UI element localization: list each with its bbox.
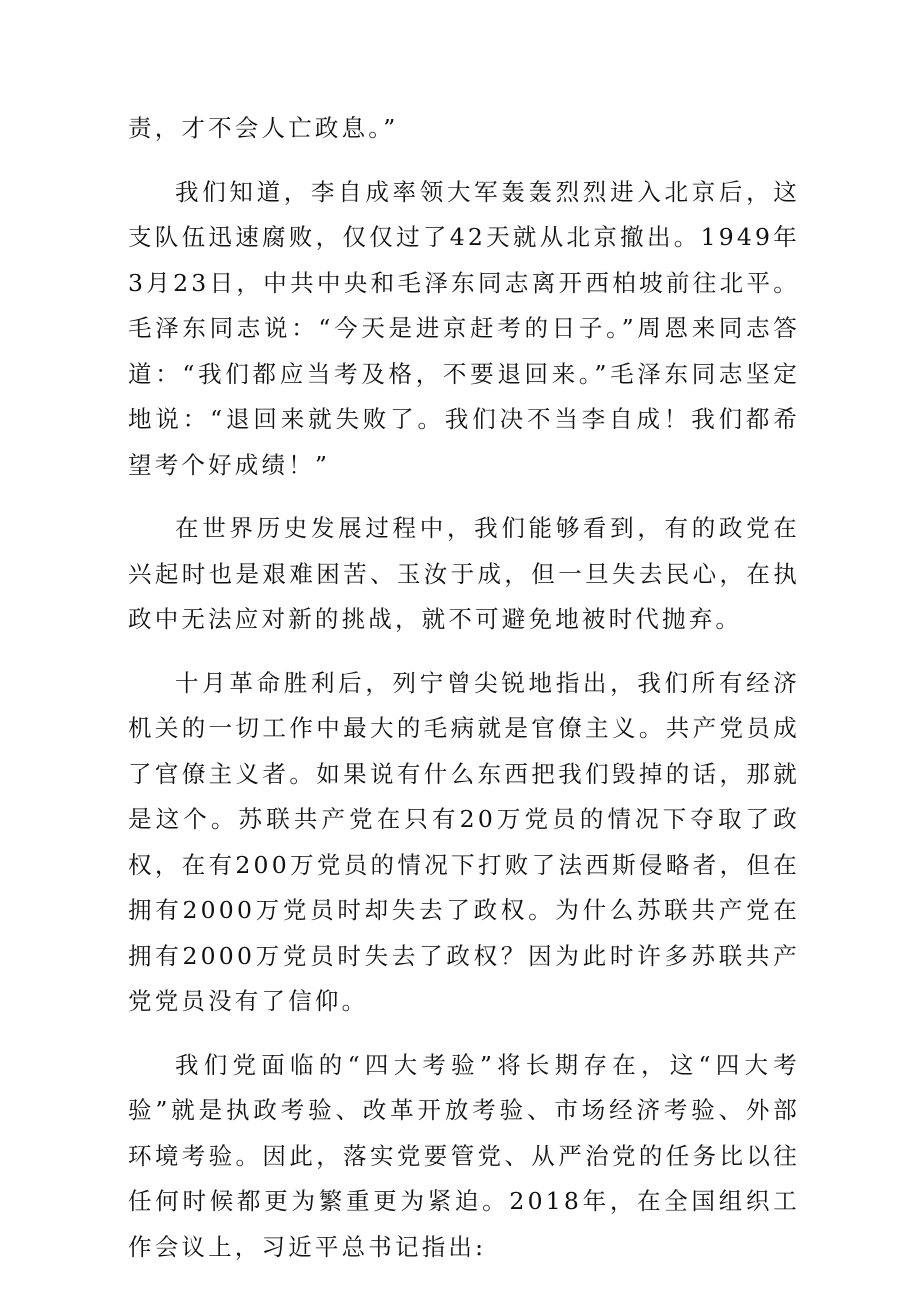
paragraph-li-zicheng: 我们知道，李自成率领大军轰轰烈烈进入北京后，这支队伍迅速腐败，仅仅过了42天就从北京撤出。1949年3月23日，中共中央和毛泽东同志离开西柏坡前往北平。毛泽东同志说：“今天是进京赶考的日子。”周恩来同志答道：“我们都应当考及格，不要退回来。”毛泽东同志坚定地说：“退回来就失败了。我们决不当李自成！我们都希望考个好成绩！” [128,177,800,479]
document-body [128,106,800,1288]
paragraph-continued: 责，才不会人亡政息。” [128,114,399,142]
paragraph-four-tests: 我们党面临的“四大考验”将长期存在，这“四大考验”就是执政考验、改革开放考验、市场经济考验、外部环境考验。因此，落实党要管党、从严治党的任务比以往任何时候都更为繁重更为紧迫。2018年，在全国组织工作会议上，习近平总书记指出: [128,1050,800,1261]
paragraph-world-history: 在世界历史发展过程中，我们能够看到，有的政党在兴起时也是艰难困苦、玉汝于成，但一旦失去民心，在执政中无法应对新的挑战，就不可避免地被时代抛弃。 [128,514,800,633]
paragraph-lenin: 十月革命胜利后，列宁曾尖锐地指出，我们所有经济机关的一切工作中最大的毛病就是官僚主义。共产党员成了官僚主义者。如果说有什么东西把我们毁掉的话，那就是这个。苏联共产党在只有20万党员的情况下夺取了政权，在有200万党员的情况下打败了法西斯侵略者，但在拥有2000万党员时却失去了政权。为什么苏联共产党在拥有2000万党员时失去了政权？因为此时许多苏联共产党党员没有了信仰。 [128,668,800,1015]
